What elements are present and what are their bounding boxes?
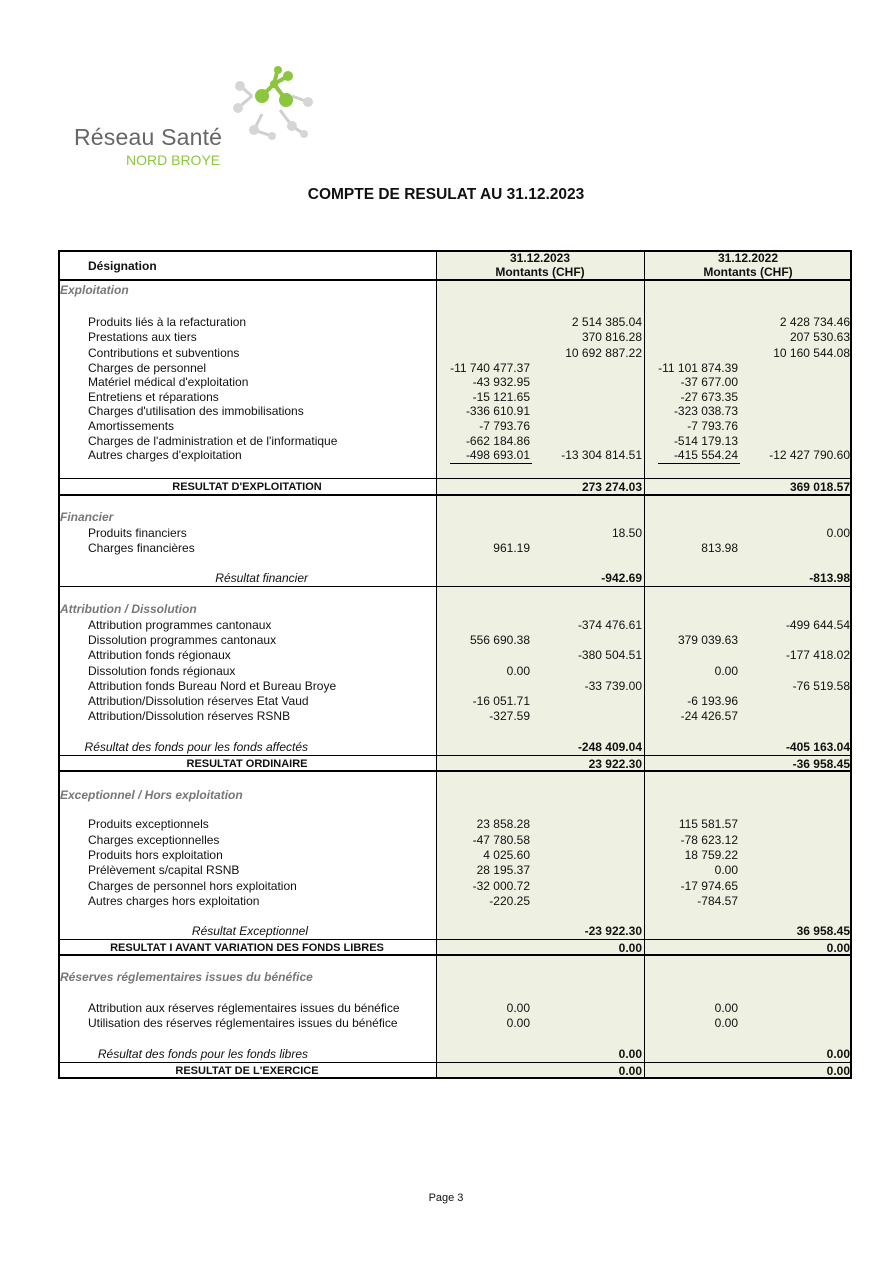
value-2023-detail: -32 000.72 xyxy=(472,879,530,893)
row-label: Produits financiers xyxy=(88,526,187,540)
value-2023-detail: 961.19 xyxy=(493,541,530,555)
value-2022-detail: -78 623.12 xyxy=(680,833,738,847)
value-2022-detail: 18 759.22 xyxy=(684,848,738,862)
row-label: Produits liés à la refacturation xyxy=(88,315,247,329)
page-title: COMPTE DE RESULAT AU 31.12.2023 xyxy=(307,186,585,203)
value-2022-total: 369 018.57 xyxy=(789,480,850,494)
value-2022-total: 0.00 xyxy=(826,1047,850,1061)
value-2023-detail: 0.00 xyxy=(506,1001,530,1015)
value-2023-detail: 23 858.28 xyxy=(476,817,530,831)
value-2023-detail: -47 780.58 xyxy=(472,833,530,847)
row-label: Autres charges hors exploitation xyxy=(88,894,260,908)
row-label: Charges d'utilisation des immobilisations xyxy=(88,404,304,418)
value-2022-total: -405 163.04 xyxy=(785,740,850,754)
value-2023-detail: 4 025.60 xyxy=(483,848,530,862)
section-exploitation: Exploitation xyxy=(60,283,129,297)
subtotal-label: Résultat financier xyxy=(215,571,308,585)
value-2023-total: -13 304 814.51 xyxy=(561,448,642,462)
subtotal-underline xyxy=(658,463,740,464)
page-number: Page 3 xyxy=(428,1192,464,1204)
value-2022-total: -12 427 790.60 xyxy=(769,448,850,462)
row-label: Utilisation des réserves réglementaires issues du bénéfice xyxy=(88,1016,398,1030)
value-2023-total: 0.00 xyxy=(618,941,642,955)
value-2022-total: -813.98 xyxy=(809,571,850,585)
subtotal-label: Résultat des fonds pour les fonds libres xyxy=(97,1047,308,1061)
value-2023-total: -33 739.00 xyxy=(584,679,642,693)
row-label: Charges de personnel xyxy=(88,361,207,375)
value-2023-total: -374 476.61 xyxy=(577,618,642,632)
value-2022-detail: 0.00 xyxy=(714,1001,738,1015)
value-2022-detail: 115 581.57 xyxy=(678,817,738,831)
total-label: RESULTAT I AVANT VARIATION DES FONDS LIBRES xyxy=(110,942,384,954)
subtotal-underline xyxy=(450,463,532,464)
value-2023-detail: -336 610.91 xyxy=(465,404,530,418)
value-2022-detail: -37 677.00 xyxy=(680,375,738,389)
value-2023-total: 0.00 xyxy=(618,1064,642,1078)
value-2023-total: -380 504.51 xyxy=(577,648,642,662)
network-nodes-icon xyxy=(232,66,322,146)
section-exceptionnel: Exceptionnel / Hors exploitation xyxy=(60,788,243,802)
value-2023-total: 370 816.28 xyxy=(581,330,642,344)
value-2022-total: -499 644.54 xyxy=(785,618,850,632)
logo xyxy=(72,66,322,176)
row-label: Attribution fonds Bureau Nord et Bureau Broye xyxy=(88,679,337,693)
value-2022-detail: -514 179.13 xyxy=(673,434,738,448)
value-2022-detail: -6 193.96 xyxy=(687,694,738,708)
header-2022-unit: Montants (CHF) xyxy=(703,265,793,279)
value-2023-total: 0.00 xyxy=(618,1047,642,1061)
value-2022-detail: 0.00 xyxy=(714,863,738,877)
value-2023-detail: 0.00 xyxy=(506,1016,530,1030)
row-label: Autres charges d'exploitation xyxy=(88,448,242,462)
value-2023-total: 2 514 385.04 xyxy=(571,315,642,329)
value-2022-total: 207 530.63 xyxy=(789,330,850,344)
value-2022-total: -36 958.45 xyxy=(792,757,850,771)
row-label: Dissolution programmes cantonaux xyxy=(88,633,277,647)
row-label: Prestations aux tiers xyxy=(88,330,197,344)
value-2022-detail: 0.00 xyxy=(714,664,738,678)
subtotal-label: Résultat Exceptionnel xyxy=(191,924,308,938)
logo-subtitle: NORD BROYE xyxy=(126,152,221,168)
row-label: Charges financières xyxy=(88,541,195,555)
row-label: Prélèvement s/capital RSNB xyxy=(88,863,240,877)
row-label: Charges de l'administration et de l'informatique xyxy=(88,434,338,448)
row-label: Produits hors exploitation xyxy=(88,848,223,862)
row-label: Attribution programmes cantonaux xyxy=(88,618,272,632)
value-2023-detail: 0.00 xyxy=(506,664,530,678)
value-2023-detail: -498 693.01 xyxy=(465,448,530,462)
value-2022-detail: 0.00 xyxy=(714,1016,738,1030)
total-label: RESULTAT DE L'EXERCICE xyxy=(175,1065,319,1077)
income-statement-table xyxy=(58,250,852,1079)
logo-name: Réseau Santé xyxy=(74,124,223,150)
value-2022-detail: -323 038.73 xyxy=(673,404,738,418)
row-label: Contributions et subventions xyxy=(88,346,240,360)
value-2022-detail: -17 974.65 xyxy=(680,879,738,893)
header-designation: Désignation xyxy=(88,259,157,273)
value-2023-detail: -220.25 xyxy=(489,894,530,908)
section-attribution: Attribution / Dissolution xyxy=(60,602,197,616)
row-label: Attribution fonds régionaux xyxy=(88,648,231,662)
value-2023-detail: -327.59 xyxy=(489,709,530,723)
section-reserves: Réserves réglementaires issues du bénéfice xyxy=(60,970,313,984)
value-2022-total: 0.00 xyxy=(826,941,850,955)
value-2023-detail: -662 184.86 xyxy=(465,434,530,448)
row-label: Attribution/Dissolution réserves RSNB xyxy=(88,709,291,723)
row-label: Produits exceptionnels xyxy=(88,817,209,831)
value-2023-detail: -7 793.76 xyxy=(479,419,530,433)
row-label: Charges exceptionnelles xyxy=(88,833,220,847)
row-label: Dissolution fonds régionaux xyxy=(88,664,236,678)
value-2022-detail: -7 793.76 xyxy=(687,419,738,433)
section-financier: Financier xyxy=(60,510,114,524)
row-label: Attribution aux réserves réglementaires issues du bénéfice xyxy=(88,1001,400,1015)
value-2023-detail: 28 195.37 xyxy=(476,863,530,877)
value-2023-detail: -15 121.65 xyxy=(472,390,530,404)
value-2023-detail: 556 690.38 xyxy=(469,633,530,647)
value-2022-detail: 379 039.63 xyxy=(677,633,738,647)
value-2022-total: 2 428 734.46 xyxy=(779,315,850,329)
value-2022-total: 0.00 xyxy=(826,1064,850,1078)
value-2023-total: -248 409.04 xyxy=(577,740,642,754)
value-2023-total: 23 922.30 xyxy=(588,757,642,771)
value-2023-detail: -11 740 477.37 xyxy=(450,361,530,375)
total-label: RESULTAT ORDINAIRE xyxy=(186,758,308,770)
row-label: Matériel médical d'exploitation xyxy=(88,375,249,389)
row-label: Entretiens et réparations xyxy=(88,390,219,404)
value-2023-detail: -43 932.95 xyxy=(472,375,530,389)
value-2023-total: -942.69 xyxy=(601,571,642,585)
value-2023-detail: -16 051.71 xyxy=(472,694,530,708)
value-2023-total: -23 922.30 xyxy=(584,924,642,938)
value-2023-total: 273 274.03 xyxy=(581,480,642,494)
value-2022-total: 10 160 544.08 xyxy=(773,346,850,360)
subtotal-label: Résultat des fonds pour les fonds affectés xyxy=(84,740,308,754)
header-2023-unit: Montants (CHF) xyxy=(495,265,585,279)
row-label: Amortissements xyxy=(88,419,175,433)
header-2022-date: 31.12.2022 xyxy=(717,251,779,265)
value-2023-total: 18.50 xyxy=(611,526,642,540)
total-label: RESULTAT D'EXPLOITATION xyxy=(172,481,322,493)
value-2022-detail: -27 673.35 xyxy=(680,390,738,404)
value-2022-detail: -415 554.24 xyxy=(673,448,738,462)
value-2022-detail: -24 426.57 xyxy=(680,709,738,723)
value-2022-detail: -11 101 874.39 xyxy=(658,361,738,375)
value-2022-total: 36 958.45 xyxy=(796,924,850,938)
value-2023-total: 10 692 887.22 xyxy=(565,346,642,360)
value-2022-total: -76 519.58 xyxy=(792,679,850,693)
value-2022-total: 0.00 xyxy=(826,526,850,540)
value-2022-detail: -784.57 xyxy=(697,894,738,908)
header-2023-date: 31.12.2023 xyxy=(509,251,571,265)
value-2022-total: -177 418.02 xyxy=(785,648,850,662)
value-2022-detail: 813.98 xyxy=(701,541,738,555)
row-label: Charges de personnel hors exploitation xyxy=(88,879,297,893)
row-label: Attribution/Dissolution réserves Etat Vaud xyxy=(88,694,309,708)
